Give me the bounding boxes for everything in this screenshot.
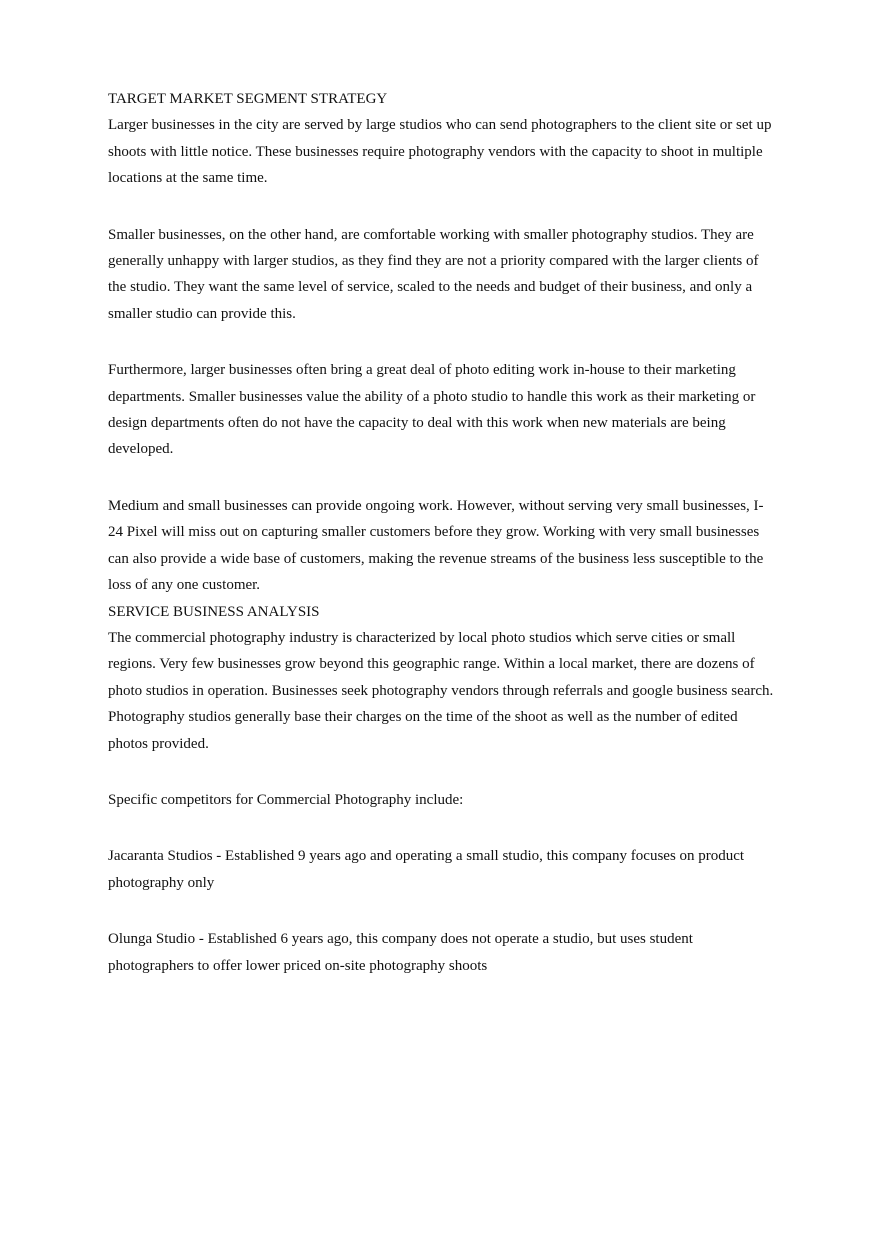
paragraph: Smaller businesses, on the other hand, are comfortable working with smaller photography studios. They are generally unhappy with larger studios, as they find they are not a priority compared with the larger clients of the studio. They want the same level of service, scaled to the needs and budget of their business, and only a smaller studio can provide this. (108, 226, 759, 322)
section-heading-service-business-analysis: SERVICE BUSINESS ANALYSIS (108, 603, 320, 620)
paragraph: Specific competitors for Commercial Photography include: (108, 791, 464, 808)
paragraph: Medium and small businesses can provide ongoing work. However, without serving very small businesses, I-24 Pixel will miss out on capturing smaller customers before they grow. Working with very small businesses can also provide a wide base of customers, making the revenue streams of the business less susceptible to the loss of any one customer. (108, 497, 764, 594)
paragraph: Olunga Studio - Established 6 years ago, this company does not operate a studio, but uses student photographers to offer lower priced on-site photography shoots (108, 931, 693, 974)
paragraph: Larger businesses in the city are served by large studios who can send photographers to the client site or set up shoots with little notice. These businesses require photography vendors with the capacity to shoot in multiple locations at the same time. (108, 117, 772, 187)
section-heading-target-market: TARGET MARKET SEGMENT STRATEGY (108, 91, 388, 107)
paragraph: Jacaranta Studios - Established 9 years ago and operating a small studio, this company focuses on product photography only (108, 848, 745, 891)
paragraph: The commercial photography industry is characterized by local photo studios which serve cities or small regions. Very few businesses grow beyond this geographic range. Within a local market, there are dozens of photo studios in operation. Businesses seek photography vendors through referrals and google business search. Photography studios generally base their charges on the time of the shoot as well as the number of edited photos provided. (108, 629, 774, 752)
document-body (108, 86, 776, 979)
paragraph: Furthermore, larger businesses often bring a great deal of photo editing work in-house to their marketing departments. Smaller businesses value the ability of a photo studio to handle this work as their marketing or design departments often do not have the capacity to deal with this work when new materials are being developed. (108, 362, 756, 458)
